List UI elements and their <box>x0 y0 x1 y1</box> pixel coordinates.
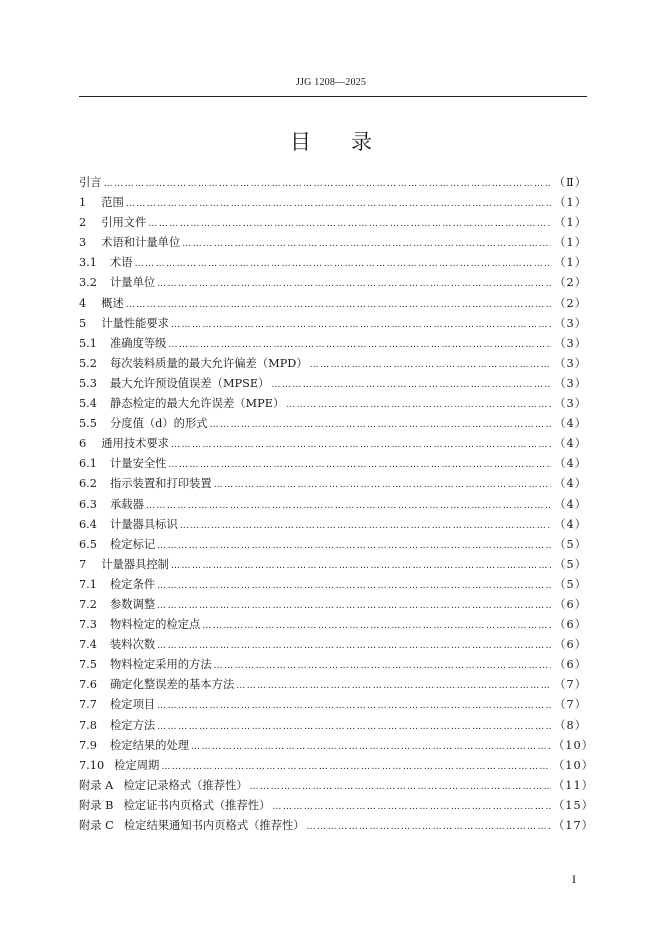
toc-entry[interactable] <box>79 355 587 375</box>
toc-entry-number: 附录 A <box>79 778 114 792</box>
toc-entry-number: 5.5 <box>79 417 97 431</box>
toc-entry[interactable] <box>79 556 587 576</box>
toc-entry[interactable] <box>79 676 587 696</box>
toc-entry-page: （7） <box>554 678 587 692</box>
toc-entry-page: （5） <box>554 537 587 551</box>
toc-entry-number: 1 <box>79 196 87 210</box>
toc-entry-page: （7） <box>554 698 587 712</box>
toc-entry[interactable] <box>79 214 587 234</box>
toc-entry[interactable] <box>79 274 587 294</box>
toc-entry[interactable] <box>79 194 587 214</box>
toc-entry-title: 引言 <box>79 176 102 189</box>
toc-entry-number: 7.9 <box>79 738 97 752</box>
toc-entry-number: 5 <box>79 316 87 330</box>
toc-leader-dots <box>310 360 551 370</box>
toc-entry-title: 术语和计量单位 <box>101 236 181 250</box>
toc-entry-title: 分度值（d）的形式 <box>109 417 208 431</box>
toc-entry-page: （1） <box>554 196 587 210</box>
toc-entry-title: 计量安全性 <box>109 457 167 471</box>
toc-entry-number: 7.7 <box>79 698 97 712</box>
toc-entry[interactable] <box>79 335 587 355</box>
toc-entry-title: 范围 <box>101 196 124 210</box>
toc-entry-title: 静态检定的最大允许误差（MPE） <box>109 397 285 411</box>
toc-entry[interactable] <box>79 496 587 516</box>
toc-entry-number: 6.5 <box>79 537 97 551</box>
toc-entry-number: 5.1 <box>79 336 97 350</box>
toc-entry-page: （17） <box>553 819 594 832</box>
toc-entry-title: 引用文件 <box>101 216 147 230</box>
toc-entry-title: 检定结果的处理 <box>109 738 190 752</box>
toc-entry-number: 6.4 <box>79 517 97 531</box>
toc-entry-page: （1） <box>554 256 587 270</box>
toc-title: 目录 <box>290 130 412 154</box>
toc-entry-page: （6） <box>554 618 587 632</box>
toc-entry[interactable] <box>79 315 587 335</box>
toc-entry[interactable] <box>79 234 587 254</box>
toc-entry-number: 7.4 <box>79 638 97 652</box>
toc-entry-page: （6） <box>554 638 587 652</box>
toc-entry-number: 6.3 <box>79 497 97 511</box>
toc-entry[interactable] <box>79 696 587 716</box>
toc-entry[interactable] <box>79 455 587 475</box>
toc-leader-dots <box>104 179 551 189</box>
toc-entry[interactable] <box>79 737 594 757</box>
toc-entry-title: 物料检定采用的方法 <box>109 658 212 672</box>
toc-entry[interactable] <box>79 777 594 797</box>
toc-entry-number: 7.5 <box>79 658 97 672</box>
toc-entry[interactable] <box>79 254 587 274</box>
table-of-contents <box>79 174 594 837</box>
toc-entry[interactable] <box>79 797 594 817</box>
toc-leader-dots <box>135 259 551 269</box>
toc-entry-number: 7.6 <box>79 678 97 692</box>
toc-entry-page: （5） <box>554 577 587 591</box>
toc-entry-title: 确定化整误差的基本方法 <box>109 678 235 692</box>
toc-entry[interactable] <box>79 576 587 596</box>
toc-entry[interactable] <box>79 636 587 656</box>
toc-entry-number: 7.1 <box>79 577 97 591</box>
toc-leader-dots <box>214 480 551 490</box>
toc-entry[interactable] <box>79 817 594 837</box>
toc-entry-page: （1） <box>554 236 587 250</box>
toc-leader-dots <box>126 300 551 310</box>
toc-leader-dots <box>214 661 551 671</box>
toc-leader-dots <box>157 581 551 591</box>
toc-entry-title: 检定周期 <box>114 758 160 772</box>
toc-entry-number: 3 <box>79 236 87 250</box>
toc-entry-page: （4） <box>554 457 587 471</box>
toc-entry-title: 计量器具控制 <box>101 557 169 571</box>
toc-entry-number: 3.1 <box>79 256 97 270</box>
toc-entry-number: 6.1 <box>79 457 97 471</box>
toc-entry-number: 7.2 <box>79 597 97 611</box>
toc-leader-dots <box>157 641 551 651</box>
toc-entry-number: 2 <box>79 216 87 230</box>
toc-leader-dots <box>157 279 551 289</box>
toc-entry[interactable] <box>79 717 587 737</box>
toc-entry-number: 6 <box>79 437 87 451</box>
toc-entry[interactable] <box>79 435 587 455</box>
toc-entry-page: （10） <box>553 738 594 752</box>
toc-entry-page: （Ⅱ） <box>553 176 587 189</box>
toc-entry[interactable] <box>79 395 587 415</box>
toc-leader-dots <box>182 239 551 249</box>
toc-entry-page: （15） <box>553 798 594 812</box>
toc-entry-title: 检定记录格式（推荐性） <box>123 778 248 792</box>
toc-leader-dots <box>157 541 551 551</box>
toc-entry-title: 准确度等级 <box>109 336 167 350</box>
toc-leader-dots <box>161 762 551 772</box>
toc-entry-title: 检定标记 <box>109 537 156 551</box>
toc-entry[interactable] <box>79 475 587 495</box>
toc-leader-dots <box>272 802 551 812</box>
toc-entry-title: 通用技术要求 <box>101 437 169 451</box>
toc-entry-number: 附录 B <box>79 798 114 812</box>
toc-entry-page: （2） <box>554 276 587 290</box>
toc-entry-number: 6.2 <box>79 477 97 491</box>
toc-entry-page: （6） <box>554 597 587 611</box>
toc-entry-title: 最大允许预设值误差（MPSE） <box>109 376 270 390</box>
toc-leader-dots <box>157 722 551 732</box>
toc-entry-title: 检定方法 <box>109 718 156 732</box>
toc-entry[interactable] <box>79 415 587 435</box>
page-number: I <box>572 872 576 886</box>
toc-entry-number: 7.10 <box>79 758 105 772</box>
toc-leader-dots <box>168 340 551 350</box>
toc-entry-page: （2） <box>554 296 587 310</box>
toc-leader-dots <box>180 521 551 531</box>
toc-entry-title: 检定项目 <box>109 698 156 712</box>
toc-entry-page: （6） <box>554 658 587 672</box>
toc-entry-page: （3） <box>554 397 587 411</box>
toc-entry-title: 术语 <box>109 256 133 270</box>
toc-leader-dots <box>171 440 551 450</box>
toc-entry-number: 7.8 <box>79 718 97 732</box>
toc-entry[interactable] <box>79 516 587 536</box>
toc-entry[interactable] <box>79 757 594 777</box>
toc-entry-number: 5.2 <box>79 356 97 370</box>
toc-leader-dots <box>126 199 551 209</box>
toc-leader-dots <box>250 782 551 792</box>
toc-entry-page: （3） <box>554 376 587 390</box>
toc-entry[interactable] <box>79 174 587 194</box>
toc-entry-number: 7.3 <box>79 618 97 632</box>
toc-entry-title: 参数调整 <box>109 597 156 611</box>
toc-leader-dots <box>171 320 551 330</box>
toc-entry[interactable] <box>79 536 587 556</box>
toc-entry-number: 5.3 <box>79 376 97 390</box>
toc-entry-page: （11） <box>553 778 594 792</box>
toc-entry-title: 装料次数 <box>109 638 156 652</box>
standard-code-header: JJG 1208—2025 <box>295 77 367 88</box>
toc-entry-page: （4） <box>554 517 587 531</box>
toc-entry-page: （3） <box>554 356 587 370</box>
toc-leader-dots <box>191 742 551 752</box>
toc-entry-title: 检定条件 <box>109 577 156 591</box>
toc-entry-title: 概述 <box>101 296 124 310</box>
toc-entry-page: （5） <box>554 557 587 571</box>
toc-entry-page: （8） <box>554 718 587 732</box>
toc-leader-dots <box>171 561 551 571</box>
toc-entry-page: （3） <box>554 316 587 330</box>
toc-leader-dots <box>236 681 551 691</box>
toc-entry-number: 4 <box>79 296 87 310</box>
toc-leader-dots <box>146 501 551 511</box>
toc-entry-title: 承载器 <box>109 497 144 511</box>
header-divider <box>79 96 587 97</box>
toc-entry-title: 检定证书内页格式（推荐性） <box>123 798 271 812</box>
toc-entry-page: （10） <box>553 758 594 772</box>
toc-entry-title: 检定结果通知书内页格式（推荐性） <box>123 819 305 832</box>
toc-entry[interactable] <box>79 375 587 395</box>
toc-entry-page: （4） <box>554 477 587 491</box>
toc-entry[interactable] <box>79 656 587 676</box>
toc-entry-page: （4） <box>554 497 587 511</box>
toc-entry-title: 计量性能要求 <box>101 316 169 330</box>
toc-leader-dots <box>157 601 551 611</box>
toc-entry-page: （4） <box>554 437 587 451</box>
toc-leader-dots <box>286 400 551 410</box>
toc-entry-title: 每次装料质量的最大允许偏差（MPD） <box>109 356 308 370</box>
toc-entry-number: 7 <box>79 557 87 571</box>
toc-leader-dots <box>271 380 551 390</box>
toc-leader-dots <box>148 219 551 229</box>
toc-entry-title: 计量器具标识 <box>109 517 178 531</box>
toc-entry[interactable] <box>79 616 587 636</box>
toc-entry-page: （3） <box>554 336 587 350</box>
toc-entry[interactable] <box>79 596 587 616</box>
toc-entry-number: 附录 C <box>79 819 114 832</box>
toc-entry[interactable] <box>79 295 587 315</box>
toc-leader-dots <box>168 460 551 470</box>
toc-entry-title: 计量单位 <box>109 276 156 290</box>
toc-leader-dots <box>210 420 551 430</box>
toc-entry-number: 3.2 <box>79 276 97 290</box>
toc-entry-page: （1） <box>554 216 587 230</box>
toc-leader-dots <box>202 621 551 631</box>
toc-leader-dots <box>157 701 551 711</box>
toc-entry-title: 指示装置和打印装置 <box>109 477 212 491</box>
toc-entry-page: （4） <box>554 417 587 431</box>
toc-entry-title: 物料检定的检定点 <box>109 618 201 632</box>
toc-leader-dots <box>307 822 551 832</box>
toc-entry-number: 5.4 <box>79 397 97 411</box>
